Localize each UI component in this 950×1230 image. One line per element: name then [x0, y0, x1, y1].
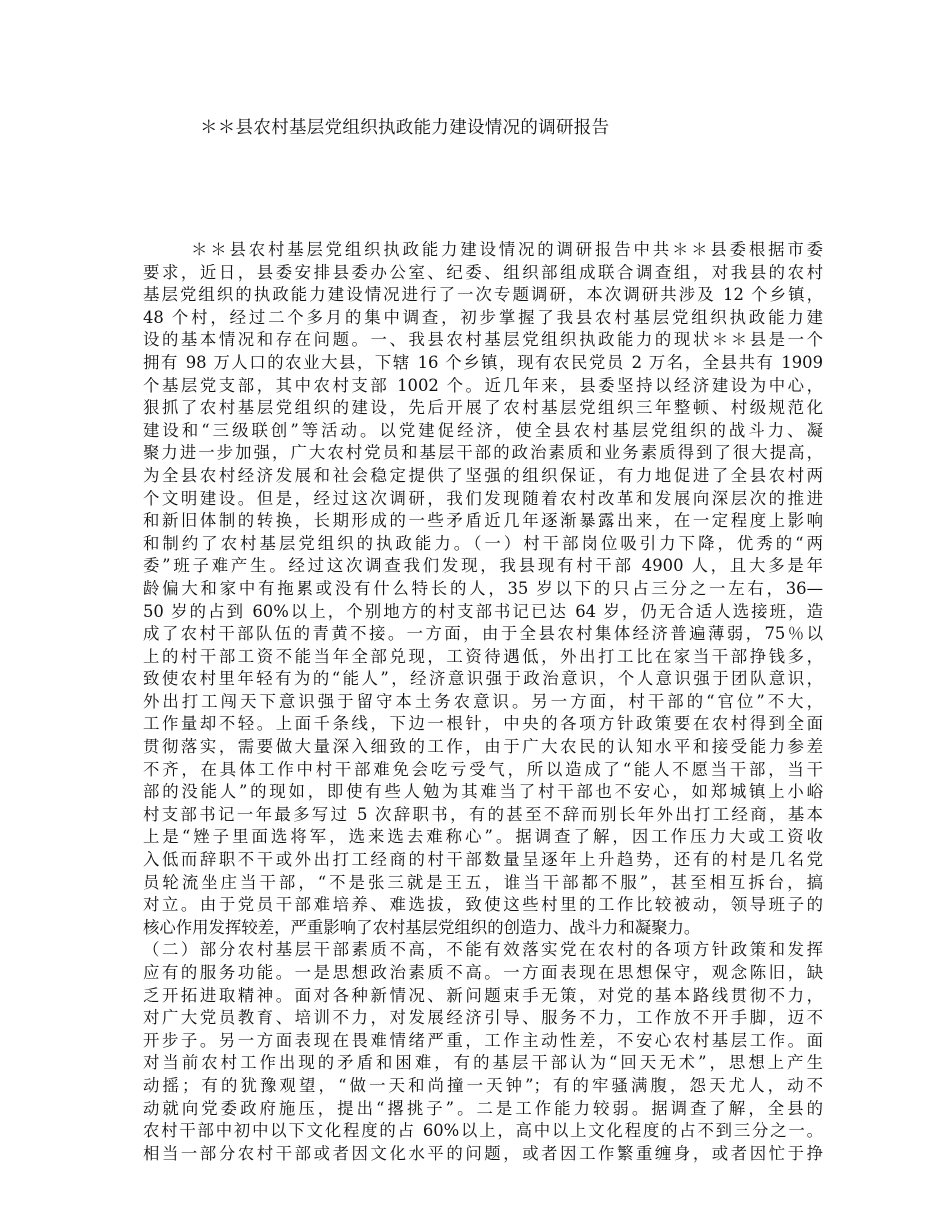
body-line: 聚力进一步加强，广大农村党员和基层干部的政治素质和业务素质得到了很大提高，	[143, 443, 823, 463]
body-line: 不齐，在具体工作中村干部难免会吃亏受气，所以造成了“能人不愿当干部，当干	[143, 759, 823, 779]
body-line: 应有的服务功能。一是思想政治素质不高。一方面表现在思想保守，观念陈旧，缺	[143, 963, 823, 982]
body-line: 为全县农村经济发展和社会稳定提供了坚强的组织保证，有力地促进了全县农村两	[143, 465, 823, 485]
body-line: 成了农村干部队伍的青黄不接。一方面，由于全县农村集体经济普遍薄弱，75％以	[143, 624, 823, 644]
body-line: 48 个村，经过二个多月的集中调查，初步掌握了我县农村基层党组织执政能力建	[143, 307, 823, 327]
body-line: 致使农村里年轻有为的“能人”，经济意识强于政治意识，个人意识强于团队意识，	[143, 669, 823, 689]
body-line: 个文明建设。但是，经过这次调研，我们发现随着农村改革和发展向深层次的推进	[143, 488, 823, 508]
body-line: 拥有 98 万人口的农业大县，下辖 16 个乡镇，现有农民党员 2 万名，全县共有 1909	[143, 352, 823, 372]
body-line: 动摇；有的犹豫观望，“做一天和尚撞一天钟”；有的牢骚满腹，怨天尤人，动不	[143, 1075, 823, 1095]
body-line: 开步子。另一方面表现在畏难情绪严重，工作主动性差，不安心农村基层工作。面	[143, 1030, 823, 1050]
body-line: 核心作用发挥较差，严重影响了农村基层党组织的创造力、战斗力和凝聚力。	[143, 917, 701, 937]
body-line: 建设和“三级联创”等活动。以党建促经济，使全县农村基层党组织的战斗力、凝	[143, 420, 823, 440]
body-line: 相当一部分农村干部或者因文化水平的问题，或者因工作繁重缠身，或者因忙于挣	[143, 1143, 823, 1163]
body-line: 员轮流坐庄当干部，“不是张三就是王五，谁当干部都不服”，甚至相互拆台，搞	[143, 872, 823, 892]
body-line: 对当前农村工作出现的矛盾和困难，有的基层干部认为“回天无术”，思想上产生	[143, 1053, 823, 1073]
body-line: （二）部分农村基层干部素质不高，不能有效落实党在农村的各项方针政策和发挥	[143, 940, 823, 960]
body-line: 狠抓了农村基层党组织的建设，先后开展了农村基层党组织三年整顿、村级规范化	[143, 398, 823, 418]
body-line: 委”班子难产生。经过这次调查我们发现，我县现有村干部 4900 人，且大多是年	[143, 556, 823, 576]
body-line: 要求，近日，县委安排县委办公室、纪委、组织部组成联合调查组，对我县的农村	[143, 262, 823, 282]
body-line: 50 岁的占到 60%以上，个别地方的村支部书记已达 64 岁，仍无合适人选接班，造	[143, 601, 823, 621]
body-line: 上的村干部工资不能当年全部兑现，工资待遇低，外出打工比在家当干部挣钱多，	[143, 646, 823, 666]
body-line: 个基层党支部，其中农村支部 1002 个。近几年来，县委坚持以经济建设为中心，	[143, 375, 823, 395]
body-line: 入低而辞职不干或外出打工经商的村干部数量呈逐年上升趋势，还有的村是几名党	[143, 850, 823, 870]
body-line: 农村干部中初中以下文化程度的占 60%以上，高中以上文化程度的占不到三分之一。	[143, 1121, 823, 1141]
body-line: 对广大党员教育、培训不力，对发展经济引导、服务不力，工作放不开手脚，迈不	[143, 1008, 823, 1028]
body-line: 乏开拓进取精神。面对各种新情况、新问题束手无策，对党的基本路线贯彻不力，	[143, 985, 823, 1005]
document-title: ＊＊县农村基层党组织执政能力建设情况的调研报告	[200, 118, 610, 138]
body-line: 设的基本情况和存在问题。一、我县农村基层党组织执政能力的现状＊＊县是一个	[143, 330, 823, 350]
body-line: 外出打工闯天下意识强于留守本土务农意识。另一方面，村干部的“官位”不大，	[143, 691, 823, 711]
body-line: 和制约了农村基层党组织的执政能力。（一）村干部岗位吸引力下降，优秀的“两	[143, 533, 823, 553]
body-line: 基层党组织的执政能力建设情况进行了一次专题调研，本次调研共涉及 12 个乡镇，	[143, 285, 823, 305]
body-line: ＊＊县农村基层党组织执政能力建设情况的调研报告中共＊＊县委根据市委	[191, 240, 823, 259]
body-line: 贯彻落实，需要做大量深入细致的工作，由于广大农民的认知水平和接受能力参差	[143, 737, 823, 757]
body-line: 上是“矬子里面选将军，选来选去难称心”。据调查了解，因工作压力大或工资收	[143, 827, 823, 847]
body-line: 动就向党委政府施压，提出“撂挑子”。二是工作能力较弱。据调查了解，全县的	[143, 1098, 823, 1118]
body-line: 工作量却不轻。上面千条线，下边一根针，中央的各项方针政策要在农村得到全面	[143, 714, 823, 734]
body-line: 和新旧体制的转换，长期形成的一些矛盾近几年逐渐暴露出来，在一定程度上影响	[143, 511, 823, 531]
body-line: 对立。由于党员干部难培养、难选拔，致使这些村里的工作比较被动，领导班子的	[143, 895, 823, 915]
body-line: 村支部书记一年最多写过 5 次辞职书，有的甚至不辞而别长年外出打工经商，基本	[143, 804, 823, 824]
document-body	[143, 239, 823, 1165]
body-line: 部的没能人”的现如，即使有些人勉为其难当了村干部也不安心，如郑城镇上小峪	[143, 782, 823, 802]
body-line: 龄偏大和家中有拖累或没有什么特长的人，35 岁以下的只占三分之一左右，36—	[143, 578, 823, 598]
